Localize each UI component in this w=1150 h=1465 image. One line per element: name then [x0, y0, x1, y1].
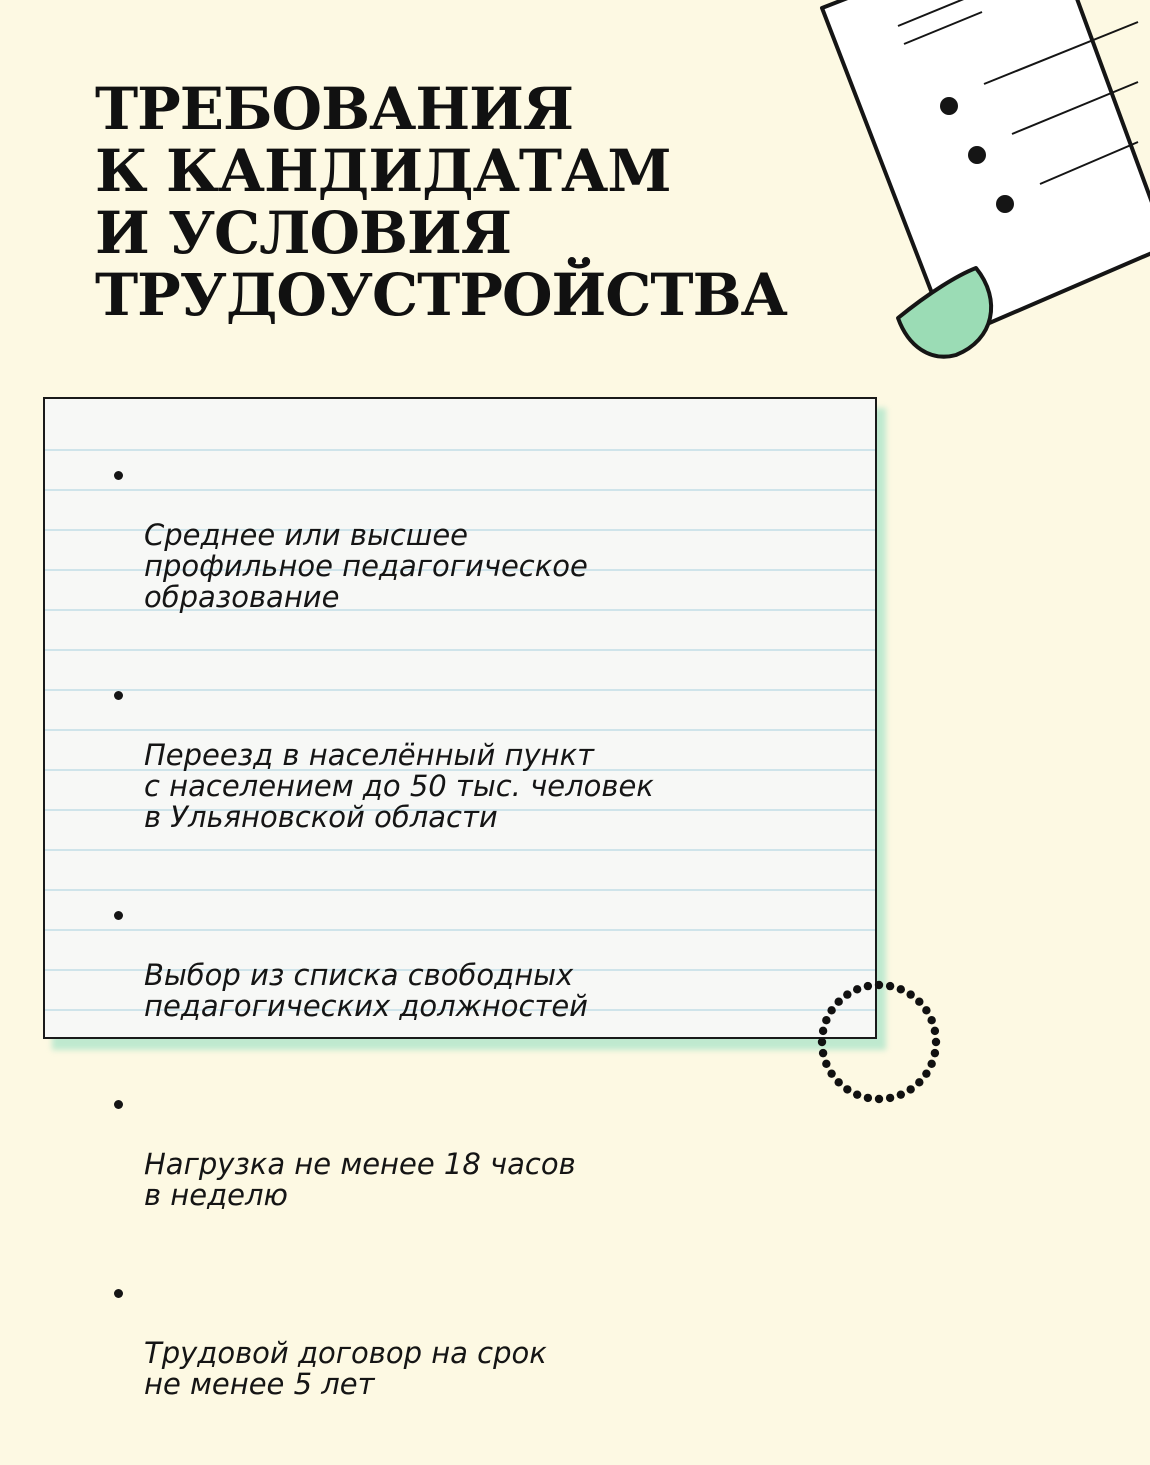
ring-dot [897, 1090, 905, 1098]
dotted-circle-icon [812, 975, 946, 1109]
title-line-4: ТРУДОУСТРОЙСТВА [95, 261, 787, 329]
ring-dot [932, 1038, 940, 1046]
requirements-list [108, 458, 808, 1465]
ring-dot [822, 1016, 830, 1024]
ring-dot [927, 1016, 935, 1024]
list-item [108, 1087, 808, 1242]
bullet-icon [114, 911, 123, 920]
bullet-icon [114, 471, 123, 480]
ring-dot [931, 1049, 939, 1057]
ring-dot [922, 1069, 930, 1077]
list-item-text: Переезд в населённый пункт с населением до 50 тыс. человек в Ульяновской области [144, 738, 654, 834]
document-bullet [940, 97, 958, 115]
ring-dot [819, 1027, 827, 1035]
ring-dot [886, 1094, 894, 1102]
ring-dot [834, 1078, 842, 1086]
ring-dot [864, 982, 872, 990]
list-item [108, 458, 808, 644]
ring-dot [927, 1060, 935, 1068]
ring-dot [864, 1094, 872, 1102]
list-item-text: Трудовой договор на срок не менее 5 лет [144, 1336, 547, 1401]
list-item [108, 678, 808, 864]
ring-dot [875, 981, 883, 989]
ring-dot [875, 1095, 883, 1103]
ring-dot [886, 982, 894, 990]
title-line-3: И УСЛОВИЯ [95, 199, 512, 267]
bullet-icon [114, 1289, 123, 1298]
ring-dot [822, 1060, 830, 1068]
ring-dot [915, 1078, 923, 1086]
title-line-2: К КАНДИДАТАМ [95, 137, 671, 205]
list-item [108, 1276, 808, 1431]
bullet-icon [114, 1100, 123, 1109]
document-bullet [996, 195, 1014, 213]
page-title [95, 75, 787, 329]
ring-dot [906, 990, 914, 998]
ring-dot [853, 985, 861, 993]
bullet-icon [114, 691, 123, 700]
ring-dot [834, 997, 842, 1005]
list-item-text: Выбор из списка свободных педагогических должностей [144, 958, 589, 1023]
document-bullet [968, 146, 986, 164]
ring-dot [818, 1038, 826, 1046]
ring-dot [827, 1069, 835, 1077]
ring-dot [819, 1049, 827, 1057]
title-line-1: ТРЕБОВАНИЯ [95, 75, 574, 143]
ring-dot [931, 1027, 939, 1035]
list-item-text: Нагрузка не менее 18 часов в неделю [144, 1147, 576, 1212]
list-item [108, 898, 808, 1053]
ring-dot [915, 997, 923, 1005]
ring-dot [843, 1085, 851, 1093]
ring-dot [843, 990, 851, 998]
document-list-icon [780, 0, 1150, 380]
ring-dot [853, 1090, 861, 1098]
ring-dot [897, 985, 905, 993]
ring-dot [906, 1085, 914, 1093]
ring-dot [922, 1006, 930, 1014]
list-item-text: Среднее или высшее профильное педагогическое образование [144, 518, 588, 614]
ring-dot [827, 1006, 835, 1014]
